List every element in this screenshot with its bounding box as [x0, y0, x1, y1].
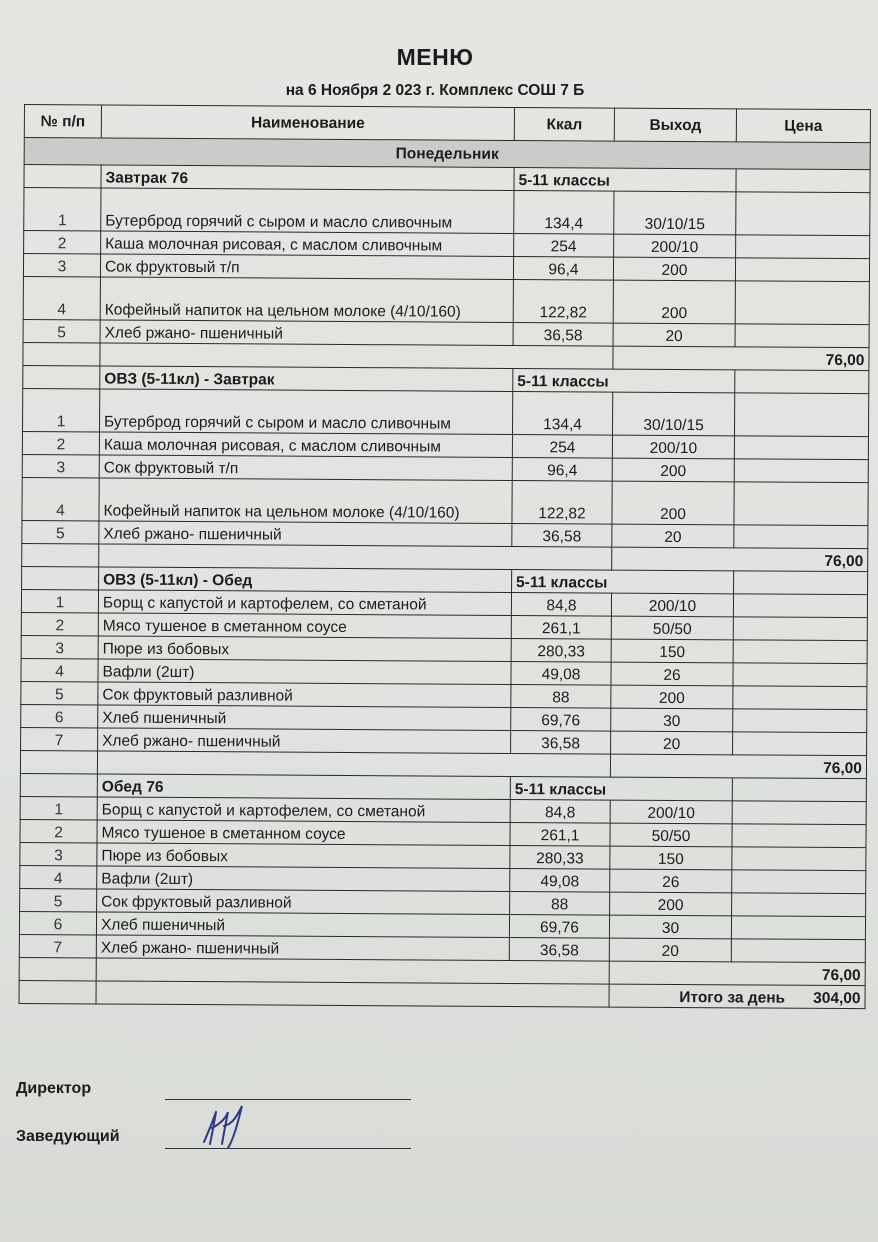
item-price [733, 594, 867, 618]
section-classes: 5-11 классы [514, 167, 736, 191]
section-price-cell [736, 169, 870, 193]
grand-total-row [19, 980, 865, 1008]
item-name: Борщ с капустой и картофелем, со сметаной [98, 590, 511, 616]
item-number: 2 [22, 431, 99, 454]
item-kcal: 36,58 [512, 523, 612, 547]
total-empty-cell [96, 981, 609, 1007]
item-output: 200/10 [614, 234, 736, 258]
section-name: ОВЗ (5-11кл) - Обед [99, 567, 512, 593]
item-price [734, 525, 868, 549]
item-number: 6 [21, 704, 98, 727]
table-row [22, 477, 868, 525]
table-row [22, 388, 868, 436]
item-name: Кофейный напиток на цельном молоке (4/10/160) [99, 478, 512, 524]
item-number: 6 [19, 911, 96, 934]
item-kcal: 36,58 [509, 937, 609, 961]
item-price [733, 663, 867, 687]
col-header-number: № п/п [24, 105, 101, 138]
section-name: Завтрак 76 [101, 165, 514, 191]
item-number: 7 [19, 934, 96, 957]
item-kcal: 280,33 [510, 845, 610, 869]
section-classes: 5-11 классы [510, 776, 732, 800]
item-name: Каша молочная рисовая, с маслом сливочным [101, 231, 514, 257]
section-number-cell [20, 773, 97, 796]
total-empty-cell [22, 543, 99, 566]
item-number: 1 [20, 796, 97, 819]
item-name: Сок фруктовый разливной [98, 682, 511, 708]
item-price [733, 709, 867, 733]
item-output: 200/10 [610, 800, 732, 824]
total-empty-cell [23, 342, 100, 365]
item-output: 200/10 [611, 593, 733, 617]
handwritten-signature [198, 1098, 268, 1150]
item-output: 30/10/15 [614, 191, 736, 235]
item-output: 150 [610, 846, 732, 870]
item-price [732, 847, 866, 871]
item-price [736, 235, 870, 259]
item-number: 1 [24, 188, 101, 231]
menu-table [19, 104, 871, 1009]
table-header-row [24, 105, 870, 143]
total-empty-cell [100, 343, 613, 369]
item-price [734, 393, 868, 437]
item-kcal: 36,58 [511, 730, 611, 754]
menu-table-wrapper [19, 104, 870, 1009]
item-kcal: 122,82 [513, 279, 613, 323]
item-price [731, 916, 865, 940]
item-kcal: 49,08 [510, 868, 610, 892]
item-number: 5 [22, 520, 99, 543]
item-price [733, 686, 867, 710]
col-header-price: Цена [736, 109, 870, 143]
item-number: 2 [24, 231, 101, 254]
item-price [734, 482, 868, 526]
item-kcal: 122,82 [512, 480, 612, 524]
item-number: 5 [20, 888, 97, 911]
section-number-cell [24, 165, 101, 188]
item-output: 200 [613, 257, 735, 281]
item-price [732, 801, 866, 825]
item-kcal: 134,4 [512, 391, 612, 435]
item-price [735, 258, 869, 282]
grand-total-label: Итого за день [679, 989, 786, 1007]
item-name: Сок фруктовый т/п [99, 455, 512, 481]
item-number: 3 [20, 842, 97, 865]
item-number: 1 [21, 589, 98, 612]
item-price [733, 617, 867, 641]
day-label: Понедельник [24, 138, 870, 170]
section-total: 76,00 [610, 754, 866, 779]
item-number: 3 [23, 254, 100, 277]
item-price [732, 870, 866, 894]
item-name: Бутерброд горячий с сыром и масло сливочным [99, 389, 512, 435]
item-kcal: 88 [511, 684, 611, 708]
manager-label: Заведующий [16, 1128, 120, 1145]
total-empty-cell [99, 544, 612, 570]
item-output: 26 [610, 869, 732, 893]
menu-table-body [19, 138, 870, 1009]
item-kcal: 88 [510, 891, 610, 915]
item-kcal: 69,76 [511, 707, 611, 731]
section-price-cell [732, 778, 866, 802]
item-name: Хлеб ржано- пшеничный [96, 935, 509, 961]
item-price [731, 939, 865, 963]
item-number: 5 [21, 681, 98, 704]
director-label: Директор [16, 1080, 92, 1097]
item-output: 30 [611, 708, 733, 732]
section-classes: 5-11 классы [513, 368, 735, 392]
item-output: 20 [609, 938, 731, 962]
item-price [734, 459, 868, 483]
item-number: 4 [21, 658, 98, 681]
item-number: 4 [20, 865, 97, 888]
section-classes: 5-11 классы [512, 569, 734, 593]
item-price [736, 192, 870, 236]
item-output: 50/50 [610, 823, 732, 847]
section-name: Обед 76 [97, 774, 510, 800]
total-empty-cell [96, 958, 609, 984]
item-price [732, 824, 866, 848]
item-output: 20 [613, 323, 735, 347]
total-empty-cell [97, 751, 610, 777]
item-price [734, 436, 868, 460]
item-number: 3 [22, 454, 99, 477]
item-price [735, 324, 869, 348]
col-header-output: Выход [614, 108, 736, 142]
item-price [732, 893, 866, 917]
item-name: Кофейный напиток на цельном молоке (4/10/160) [100, 277, 513, 323]
item-kcal: 36,58 [513, 322, 613, 346]
item-kcal: 84,8 [511, 592, 611, 616]
item-output: 150 [611, 639, 733, 663]
item-number: 4 [22, 477, 99, 520]
item-output: 30 [609, 915, 731, 939]
item-number: 1 [22, 388, 99, 431]
section-total: 76,00 [612, 547, 868, 572]
item-output: 30/10/15 [612, 392, 734, 436]
item-output: 200/10 [612, 435, 734, 459]
item-output: 200 [613, 280, 735, 324]
item-kcal: 261,1 [511, 615, 611, 639]
item-kcal: 69,76 [509, 914, 609, 938]
section-price-cell [734, 571, 868, 595]
total-empty-cell [19, 980, 96, 1003]
item-number: 3 [21, 635, 98, 658]
item-output: 26 [611, 662, 733, 686]
item-price [733, 640, 867, 664]
item-name: Бутерброд горячий с сыром и масло сливочным [101, 188, 514, 234]
item-price [735, 281, 869, 325]
item-name: Хлеб пшеничный [96, 912, 509, 938]
item-price [733, 732, 867, 756]
section-number-cell [22, 566, 99, 589]
item-output: 200 [612, 481, 734, 525]
item-name: Хлеб ржано- пшеничный [100, 320, 513, 346]
item-number: 2 [20, 819, 97, 842]
item-number: 5 [23, 319, 100, 342]
item-number: 2 [21, 612, 98, 635]
item-output: 200 [612, 458, 734, 482]
item-kcal: 49,08 [511, 661, 611, 685]
item-kcal: 254 [514, 233, 614, 257]
item-number: 4 [23, 276, 100, 319]
section-number-cell [23, 365, 100, 388]
item-output: 200 [610, 892, 732, 916]
item-kcal: 280,33 [511, 638, 611, 662]
item-kcal: 261,1 [510, 822, 610, 846]
item-name: Каша молочная рисовая, с маслом сливочным [99, 432, 512, 458]
grand-total-cell [609, 984, 865, 1009]
item-name: Хлеб пшеничный [98, 705, 511, 731]
item-name: Вафли (2шт) [97, 866, 510, 892]
total-empty-cell [20, 750, 97, 773]
page-title: МЕНЮ [396, 44, 474, 70]
total-empty-cell [19, 957, 96, 980]
page-subtitle: на 6 Ноября 2 023 г. Комплекс СОШ 7 Б [285, 82, 585, 99]
item-name: Пюре из бобовых [98, 636, 511, 662]
col-header-name: Наименование [101, 105, 514, 141]
section-total: 76,00 [609, 961, 865, 986]
section-price-cell [735, 370, 869, 394]
item-output: 200 [611, 685, 733, 709]
item-output: 20 [612, 524, 734, 548]
item-name: Борщ с капустой и картофелем, со сметаной [97, 797, 510, 823]
item-name: Сок фруктовый т/п [100, 254, 513, 280]
item-kcal: 84,8 [510, 799, 610, 823]
item-number: 7 [21, 727, 98, 750]
item-kcal: 254 [512, 434, 612, 458]
item-name: Хлеб ржано- пшеничный [99, 521, 512, 547]
item-kcal: 134,4 [514, 190, 614, 234]
section-name: ОВЗ (5-11кл) - Завтрак [100, 366, 513, 392]
item-name: Хлеб ржано- пшеничный [98, 728, 511, 754]
item-name: Мясо тушеное в сметанном соусе [97, 820, 510, 846]
item-kcal: 96,4 [513, 256, 613, 280]
section-total: 76,00 [613, 346, 869, 371]
item-name: Пюре из бобовых [97, 843, 510, 869]
item-output: 50/50 [611, 616, 733, 640]
col-header-kcal: Ккал [514, 107, 614, 141]
item-name: Вафли (2шт) [98, 659, 511, 685]
item-name: Сок фруктовый разливной [97, 889, 510, 915]
item-kcal: 96,4 [512, 457, 612, 481]
grand-total-value: 304,00 [813, 989, 861, 1008]
table-row [24, 188, 870, 236]
item-name: Мясо тушеное в сметанном соусе [98, 613, 511, 639]
table-row [23, 276, 869, 324]
item-output: 20 [611, 731, 733, 755]
